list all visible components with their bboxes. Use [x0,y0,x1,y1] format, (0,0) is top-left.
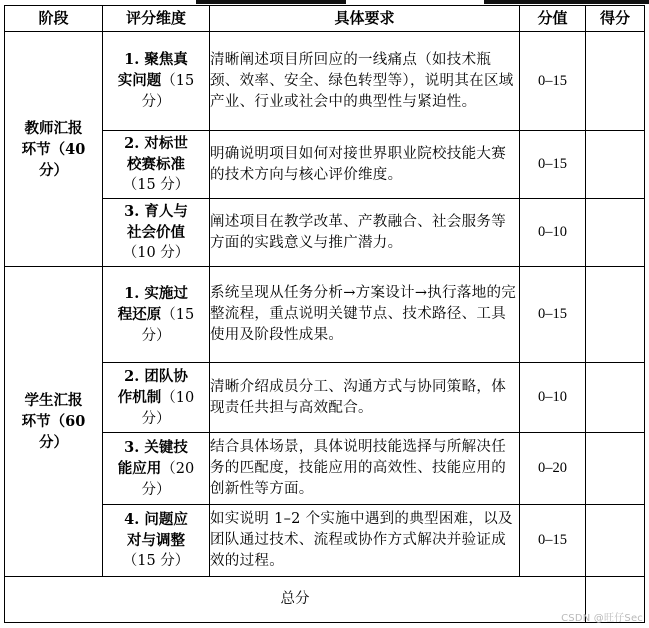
score-range-cell: 0–15 [520,267,586,363]
criterion-points: 分） [141,410,171,427]
score-range-cell: 0–15 [520,505,586,577]
score-range-cell: 0–15 [520,32,586,131]
score-input-cell[interactable] [586,505,645,577]
criterion-points: （10 [161,389,195,406]
score-range-cell: 0–20 [520,433,586,505]
stage-text: 学生汇报 [24,392,83,409]
criterion-title: 3. 育人与 [124,203,188,220]
table-row [5,32,645,131]
total-row [5,577,645,623]
criterion-points: （10 分） [122,245,190,261]
stage-text: 环节（40 [21,140,86,158]
score-range-cell: 0–10 [520,363,586,433]
criterion-points: 分） [141,481,171,498]
total-label: 总分 [5,577,586,623]
stage-teacher [5,32,103,267]
criterion-cell [103,131,210,199]
criterion-title: 1. 实施过 [124,284,188,302]
criterion-points: （15 分） [122,553,190,569]
score-input-cell[interactable] [586,267,645,363]
criterion-points: （15 分） [122,177,190,193]
score-input-cell[interactable] [586,131,645,199]
requirement-cell: 结合具体场景，具体说明技能选择与所解决任务的匹配度，技能应用的高效性、技能应用的创新性等方面。 [210,433,520,505]
criterion-title: 1. 聚焦真 [124,51,188,68]
criterion-cell [103,505,210,577]
criterion-cell [103,363,210,433]
requirement-cell: 明确说明项目如何对接世界职业院校技能大赛的技术方向与核心评价维度。 [210,131,520,199]
stage-text: 分） [39,161,68,179]
criterion-points: 分） [141,94,171,110]
stage-text: 教师汇报 [24,119,83,137]
header-criteria: 评分维度 [103,6,210,32]
requirement-cell: 清晰阐述项目所回应的一线痛点（如技术瓶颈、效率、安全、绿色转型等），说明其在区域产业、行业或社会中的典型性与紧迫性。 [210,32,520,131]
criterion-cell [103,433,210,505]
header-row [5,6,645,32]
criterion-points: （20 [161,460,195,477]
criterion-title: 4. 问题应 [124,511,188,528]
score-input-cell[interactable] [586,199,645,267]
criterion-cell [103,267,210,363]
criterion-cell [103,199,210,267]
requirement-cell: 清晰介绍成员分工、沟通方式与协同策略，体现责任共担与高效配合。 [210,363,520,433]
criterion-title: 3. 关键技 [124,438,188,456]
criterion-title: 程还原 [117,305,162,323]
criterion-points: （15 [161,73,195,89]
scoring-rubric-table [4,5,645,623]
stage-text: 环节（60 [21,413,86,430]
top-edge-bar-right [484,0,649,4]
score-range-cell: 0–10 [520,199,586,267]
criterion-title: 实问题 [117,72,162,89]
top-edge-bar-left [196,0,346,4]
criterion-points: （15 [161,306,195,323]
header-requirement: 具体要求 [210,6,520,32]
header-score: 得分 [586,6,645,32]
stage-text: 分） [39,434,68,451]
criterion-points: 分） [141,327,171,344]
requirement-cell: 阐述项目在教学改革、产教融合、社会服务等方面的实践意义与推广潜力。 [210,199,520,267]
criterion-title: 社会价值 [127,224,185,241]
requirement-cell: 系统呈现从任务分析→方案设计→执行落地的完整流程，重点说明关键节点、技术路径、工具使用及阶段性成果。 [210,267,520,363]
criterion-title: 作机制 [117,388,162,406]
criterion-title: 2. 团队协 [124,367,188,385]
score-input-cell[interactable] [586,433,645,505]
header-stage: 阶段 [5,6,103,32]
stage-student [5,267,103,577]
score-range-cell: 0–15 [520,131,586,199]
watermark: CSDN @旺仔Sec [561,613,643,624]
header-score-range: 分值 [520,6,586,32]
score-input-cell[interactable] [586,363,645,433]
requirement-cell: 如实说明 1–2 个实施中遇到的典型困难，以及团队通过技术、流程或协作方式解决并验证成效的过程。 [210,505,520,577]
criterion-title: 2. 对标世 [124,135,188,152]
criterion-title: 校赛标准 [127,156,185,173]
table-row [5,267,645,363]
criterion-title: 对与调整 [127,532,185,549]
criterion-cell [103,32,210,131]
criterion-title: 能应用 [117,459,162,477]
score-input-cell[interactable] [586,32,645,131]
